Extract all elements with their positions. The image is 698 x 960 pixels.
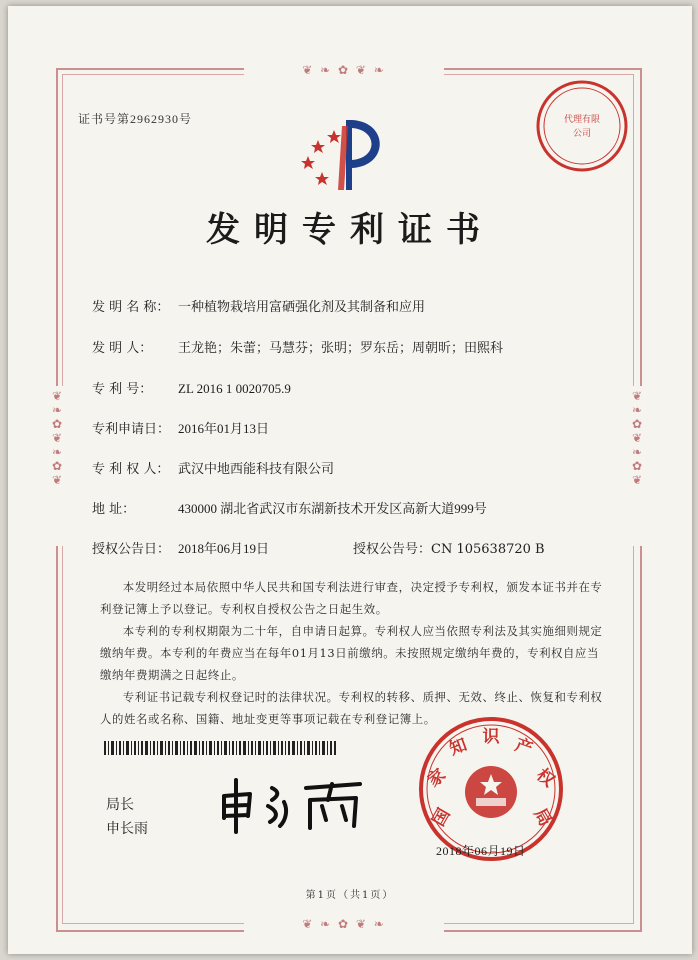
certificate-page <box>8 6 692 954</box>
patentee-row: 专 利 权 人： 武汉中地西能科技有限公司 <box>92 461 335 477</box>
svg-text:国: 国 <box>428 805 455 830</box>
page-number: 第1页（共1页） <box>305 890 395 901</box>
svg-text:公司: 公司 <box>572 129 592 139</box>
border-ornament-left: ❦ ❧ ✿ ❦ ❧ ✿ ❦ <box>46 386 70 546</box>
svg-text:识: 识 <box>482 727 500 747</box>
svg-text:权: 权 <box>532 765 559 792</box>
patent-number-row: 专 利 号： ZL 2016 1 0020705.9 <box>92 381 291 397</box>
border-ornament-bottom: ❦ ❧ ✿ ❦ ❧ <box>244 914 444 938</box>
invention-name-row: 发 明 名 称： 一种植物栽培用富硒强化剂及其制备和应用 <box>92 299 426 315</box>
svg-text:产: 产 <box>512 734 536 760</box>
inventors-row: 发 明 人： 王龙艳；朱蕾；马慧芬；张明；罗东岳；周朝昕；田熙科 <box>92 340 504 356</box>
body-paragraph-3: 专利证书记载专利权登记时的法律状况。专利权的转移、质押、无效、终止、恢复和专利权人的姓名或名称、国籍、地址变更等事项记载在专利登记簿上。 <box>100 690 603 726</box>
border-ornament-top: ❦ ❧ ✿ ❦ ❧ <box>244 60 444 84</box>
handwritten-signature-icon <box>214 766 374 836</box>
svg-text:局: 局 <box>529 805 556 830</box>
body-paragraph-1: 本发明经过本局依照中华人民共和国专利法进行审查，决定授予专利权，颁发本证书并在专利登记簿上予以登记。专利权自授权公告之日起生效。 <box>100 580 603 616</box>
seal-date: 2018年06月19日 <box>436 844 526 858</box>
agency-seal-icon <box>534 78 630 174</box>
signer-name: 申长雨 <box>106 821 148 837</box>
border-ornament-right: ❦ ❧ ✿ ❦ ❧ ✿ ❦ <box>626 386 650 546</box>
body-paragraph-2: 本专利的专利权期限为二十年，自申请日起算。专利权人应当依照专利法及其实施细则规定缴纳年费。本专利的年费应当在每年01月13日前缴纳。未按照规定缴纳年费的，专利权自应当缴纳年费期满之日起终止。 <box>100 624 603 682</box>
svg-text:知: 知 <box>446 734 470 760</box>
certificate-number: 证书号第2962930号 <box>78 112 193 126</box>
announcement-number-row: 授权公告号：CN 105638720 B <box>353 542 545 557</box>
page-title: 发明专利证书 <box>206 210 494 250</box>
signer-title: 局长 <box>106 797 134 813</box>
address-row: 地 址： 430000 湖北省武汉市东湖新技术开发区高新大道999号 <box>92 501 487 517</box>
barcode-icon <box>104 741 336 755</box>
application-date-row: 专利申请日： 2016年01月13日 <box>92 421 270 437</box>
svg-text:代理有限: 代理有限 <box>563 115 601 125</box>
grant-date-row: 授权公告日： 2018年06月19日 <box>92 541 270 557</box>
cnipa-logo-icon <box>294 110 394 196</box>
svg-text:家: 家 <box>423 765 450 792</box>
